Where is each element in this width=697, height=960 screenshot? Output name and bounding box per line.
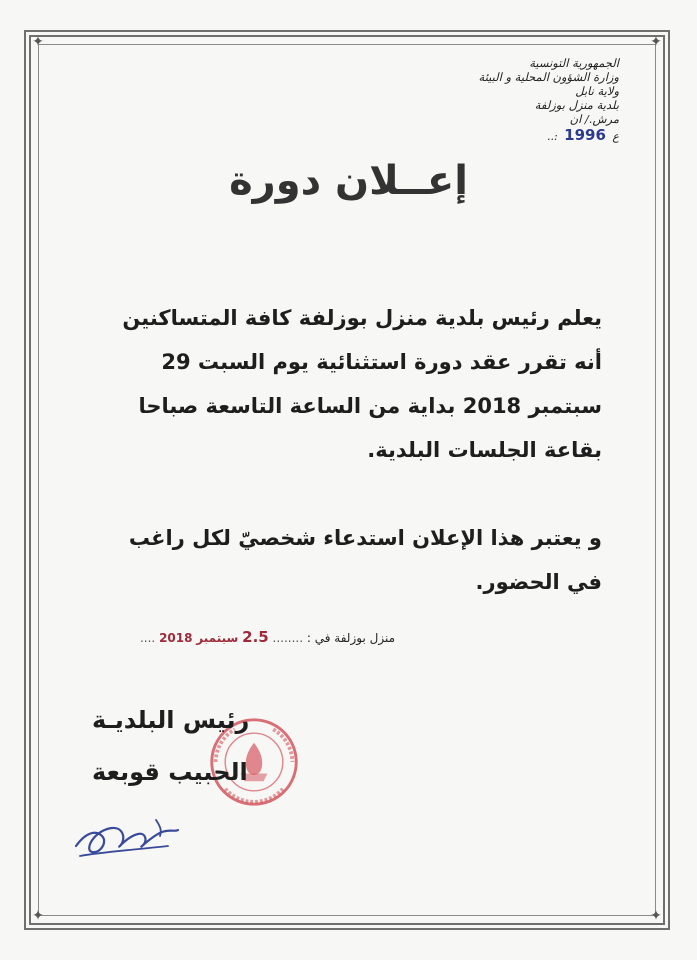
paragraph-line: يعلم رئيس بلدية منزل بوزلفة كافة المتساكنين — [122, 306, 602, 330]
corner-ornament-icon: ✦ — [650, 34, 662, 50]
letterhead — [359, 56, 619, 144]
reference-prefix: ع — [612, 130, 619, 143]
letterhead-municipality: بلدية منزل بوزلفة — [534, 98, 619, 112]
handwritten-signature-icon — [72, 806, 182, 866]
signatory-title: رئيس البلديـة — [92, 706, 250, 734]
date-day: 2.5 — [242, 628, 269, 646]
invitation-paragraph — [92, 516, 602, 604]
date-label: منزل بوزلفة في : — [306, 631, 395, 645]
date-dots: .... — [139, 631, 156, 645]
reference-suffix: :.. — [546, 130, 558, 143]
corner-ornament-icon: ✦ — [650, 908, 662, 924]
letterhead-ref-label: مرش./ ان — [569, 112, 619, 126]
paragraph-line: سبتمبر 2018 بداية من الساعة التاسعة صباحا — [138, 394, 602, 418]
letterhead-country: الجمهورية التونسية — [529, 56, 619, 70]
reference-number: 1996 — [564, 126, 606, 144]
document-title: إعــلان دورة — [229, 158, 468, 204]
corner-ornament-icon: ✦ — [32, 908, 44, 924]
paragraph-line: و يعتبر هذا الإعلان استدعاء شخصيّ لكل راغب — [128, 526, 602, 550]
paragraph-line: بقاعة الجلسات البلدية. — [367, 438, 602, 462]
date-year: 2018 — [159, 631, 193, 645]
corner-ornament-icon: ✦ — [32, 34, 44, 50]
paragraph-line: في الحضور. — [475, 570, 602, 594]
letterhead-ministry: وزارة الشؤون المحلية و البيئة — [478, 70, 619, 84]
issue-date-line — [140, 628, 395, 646]
reference-line — [359, 128, 619, 144]
paragraph-line: أنه تقرر عقد دورة استثنائية يوم السبت 29 — [161, 350, 602, 374]
letterhead-governorate: ولاية نابل — [575, 84, 619, 98]
announcement-paragraph — [92, 296, 602, 472]
date-month: سبتمبر — [196, 631, 239, 645]
date-dots: ........ — [272, 631, 304, 645]
signatory-name: الحبيب قوبعة — [92, 758, 248, 786]
